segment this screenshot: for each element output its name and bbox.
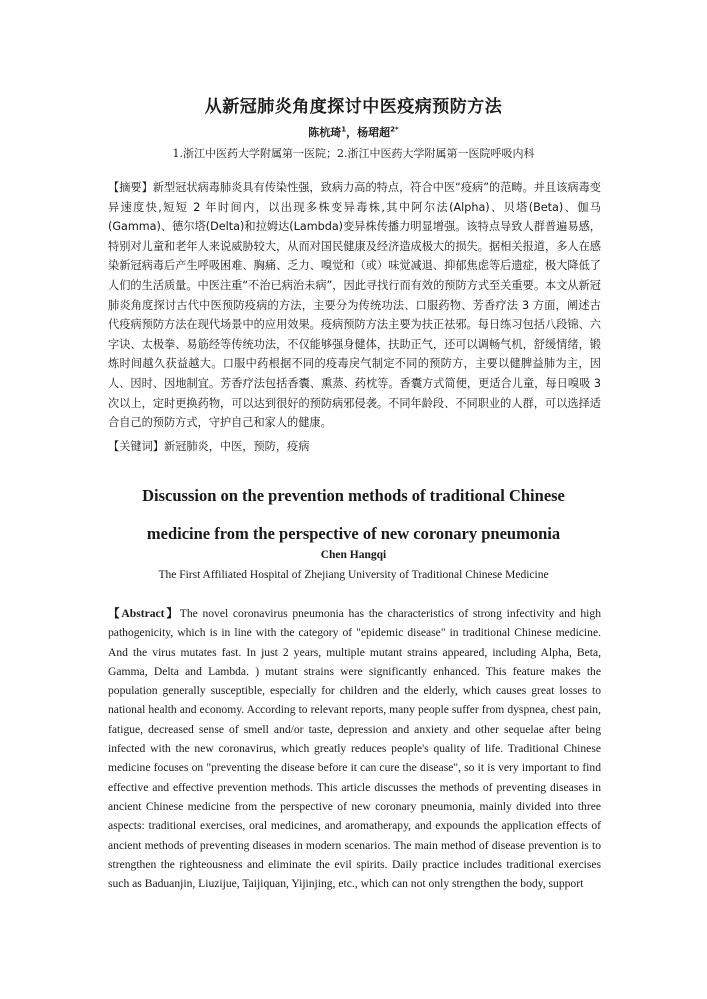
author-1-affiliation-mark: 1 xyxy=(341,125,347,134)
chinese-keywords-text: 新冠肺炎，中医，预防，疫病 xyxy=(163,440,310,453)
author-1: 陈杭琦 xyxy=(308,126,342,139)
author-2-affiliation-mark: 2* xyxy=(390,125,399,134)
author-separator: ， xyxy=(346,126,358,139)
english-abstract-text: The novel coronavirus pneumonia has the characteristics of strong infectivity and high pathogenicity, which is in line with the category of "epidemic disease" in traditional Chinese medicine. And the virus mutates fast. In just 2 years, multiple mutant strains appeared, including Alpha, Beta, Gamma, Delta and Lambda. ) mutant strains were significantly enhanced. This feature makes the population generally susceptible, especially for children and the elderly, which causes great losses to national health and economy. According to relevant reports, many people suffer from dyspnea, chest pain, fatigue, decreased sense of smell and/or taste, depression and anxiety and other sequelae after being infected with the new coronavirus, which greatly reduces people's quality of life. Traditional Chinese medicine focuses on "preventing the disease before it can cure the disease", so it is very important to find effective and effective prevention methods. This article discusses the methods of preventing diseases in ancient Chinese medicine from the perspective of new coronary pneumonia, mainly divided into three aspects: traditional exercises, oral medicines, and aromatherapy, and expounds the application effects of ancient methods of preventing diseases in modern scenarios. The main method of disease prevention is to strengthen the righteousness and eliminate the evil spirits. Daily practice includes traditional exercises such as Baduanjin, Liuzijue, Taijiquan, Yijinjing, etc., which can not only strengthen the body, support xyxy=(108,607,601,891)
english-title-line-1: Discussion on the prevention methods of traditional Chinese xyxy=(142,486,565,505)
chinese-title: 从新冠肺炎角度探讨中医疫病预防方法 xyxy=(204,97,503,117)
english-title-line-2: medicine from the perspective of new coronary pneumonia xyxy=(146,524,561,543)
english-abstract-label: 【Abstract】 xyxy=(108,607,180,620)
chinese-affiliation: 1.浙江中医药大学附属第一医院；2.浙江中医药大学附属第一医院呼吸内科 xyxy=(172,147,535,160)
chinese-abstract xyxy=(108,178,601,433)
author-2: 杨珺超 xyxy=(357,126,391,139)
english-author: Chen Hangqi xyxy=(320,549,387,561)
chinese-keywords xyxy=(108,437,601,457)
english-abstract xyxy=(108,604,601,904)
chinese-keywords-label: 【关键词】 xyxy=(108,440,164,453)
chinese-abstract-text: 新型冠状病毒肺炎具有传染性强，致病力高的特点，符合中医“疫病”的范畴。并且该病毒变异速度快,短短 2 年时间内，以出现多株变异毒株,其中阿尔法(Alpha)、贝塔(Beta)、伽马 (Gamma)、德尔塔(Delta)和拉姆达(Lambda)变异株传播力明显增强。该特点导致人群普遍易感，特别对儿童和老年人来说威胁较大，从而对国民健康及经济造成极大的损失。据相关报道，多人在感染新冠病毒后产生呼吸困难、胸痛、乏力、嗅觉和（或）味觉减退、抑郁焦虑等后遗症，极大降低了人们的生活质量。中医注重“不治已病治未病”，因此寻找行而有效的预防方式至关重要。本文从新冠肺炎角度探讨古代中医预防疫病的方法，主要分为传统功法、口服药物、芳香疗法 3 方面，阐述古代疫病预防方法在现代场景中的应用效果。疫病预防方法主要为扶正祛邪。每日练习包括八段锦、六字诀、太极拳、易筋经等传统功法，不仅能够强身健体，扶助正气，还可以调畅气机，舒缓情绪，锻炼时间越久获益越大。口服中药根据不同的疫毒戾气制定不同的预防方，主要以健脾益肺为主，因人、因时、因地制宜。芳香疗法包括香囊、熏蒸、药枕等。香囊方式简便，更适合儿童，每日嗅吸 3 次以上，定时更换药物，可以达到很好的预防病邪侵袭。不同年龄段、不同职业的人群，可以选择适合自己的预防方式，守护自己和家人的健康。 xyxy=(108,181,601,430)
english-affiliation: The First Affiliated Hospital of Zhejiang University of Traditional Chinese Medicine xyxy=(158,569,549,581)
chinese-authors xyxy=(0,124,707,140)
english-title xyxy=(0,478,707,552)
chinese-abstract-label: 【摘要】 xyxy=(108,181,153,194)
